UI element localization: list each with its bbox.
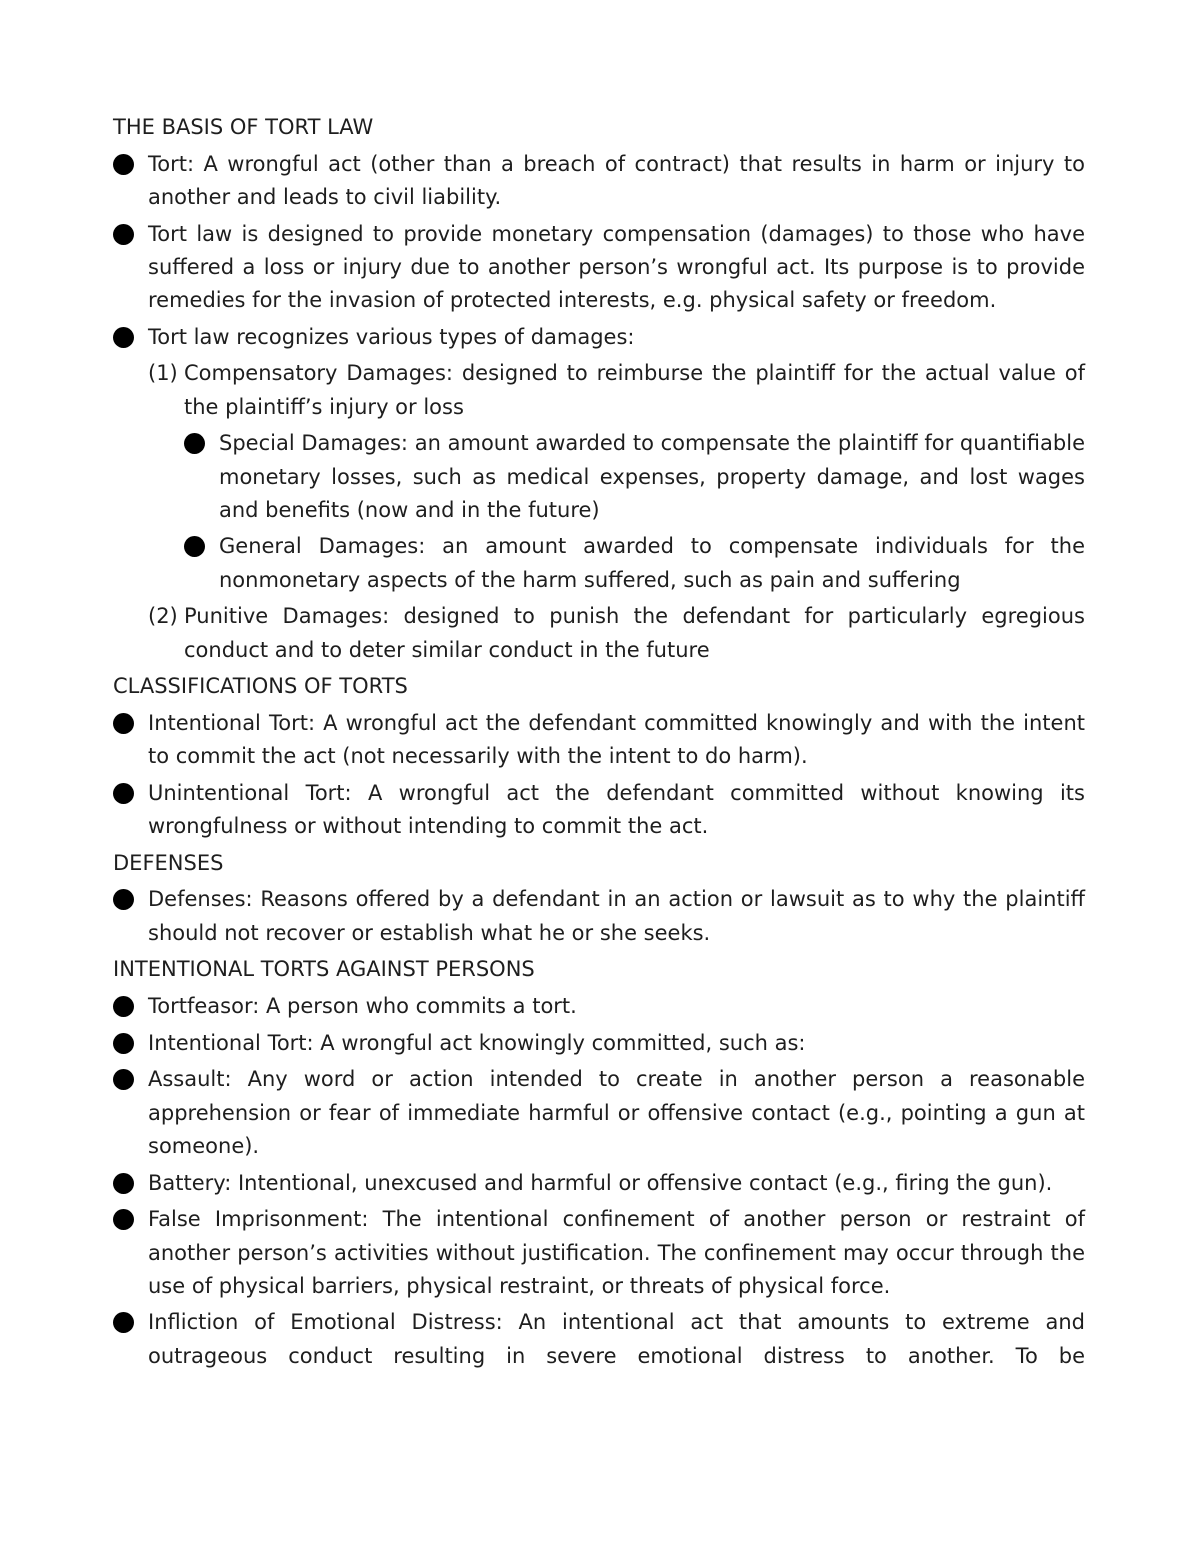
document-page [113,111,1085,1376]
list-item [113,883,1085,949]
list-item-text: Defenses: Reasons offered by a defendant in an action or lawsuit as to why the plaintiff should not recover or establish what he or she seeks. [148,887,1085,945]
list-item [113,1027,1085,1060]
sub-list-item-text: Special Damages: an amount awarded to compensate the plaintiff for quantifiable monetary losses, such as medical expenses, property damage, and lost wages and benefits (now and in the future) [219,431,1085,522]
list-item [113,707,1085,773]
list-item-text: Intentional Tort: A wrongful act knowingly committed, such as: [148,1030,806,1055]
list-item-text: Assault: Any word or action intended to create in another person a reasonable apprehension or fear of immediate harmful or offensive contact (e.g., pointing a gun at someone). [148,1067,1085,1158]
list-item-text: Intentional Tort: A wrongful act the defendant committed knowingly and with the intent to commit the act (not necessarily with the intent to do harm). [148,710,1085,769]
list-item [113,1203,1085,1303]
bullet-icon [113,713,134,734]
bullet-icon [113,327,134,348]
numbered-item-text: Compensatory Damages: designed to reimburse the plaintiff for the actual value of the plaintiff’s injury or loss [184,361,1085,419]
bullet-icon [113,996,134,1017]
bullet-icon [113,224,134,245]
list-item [113,1167,1085,1200]
numbered-item-text: Punitive Damages: designed to punish the defendant for particularly egregious conduct and to deter similar conduct in the future [184,604,1085,662]
sub-list-item-text: General Damages: an amount awarded to compensate individuals for the nonmonetary aspects of the harm suffered, such as pain and suffering [219,534,1085,592]
list-item-text: Tort: A wrongful act (other than a breach of contract) that results in harm or injury to another and leads to civil liability. [148,151,1085,209]
sub-list-item [113,427,1085,527]
bullet-icon [113,1209,134,1230]
list-item [113,321,1085,354]
list-item-text: Tort law is designed to provide monetary compensation (damages) to those who have suffered a loss or injury due to another person’s wrongful act. Its purpose is to provide remedies for the invasion of protected interests, e.g. physical safety or freedom. [148,221,1085,313]
list-item [113,1306,1085,1372]
section-heading-basis: THE BASIS OF TORT LAW [113,115,374,139]
list-item [113,218,1085,318]
sub-list-item [113,530,1085,596]
list-item [113,990,1085,1023]
section-heading-intentional-torts: INTENTIONAL TORTS AGAINST PERSONS [113,957,535,982]
list-item-text: Infliction of Emotional Distress: An intentional act that amounts to extreme and outrageous conduct resulting in severe emotional distress to another. To be [148,1310,1085,1368]
list-item [113,1063,1085,1163]
section-heading-defenses: DEFENSES [113,850,224,875]
list-item [113,777,1085,843]
bullet-icon [113,1033,134,1054]
bullet-icon [113,889,134,910]
list-item-text: Battery: Intentional, unexcused and harmful or offensive contact (e.g., firing the gun). [148,1170,1053,1195]
list-item-text: Unintentional Tort: A wrongful act the defendant committed without knowing its wrongfulness or without intending to commit the act. [148,780,1085,839]
bullet-icon [113,154,134,175]
bullet-icon [184,536,205,557]
bullet-icon [184,433,205,454]
bullet-icon [113,1173,134,1194]
list-item-text: Tort law recognizes various types of damages: [148,324,635,349]
list-item-text: Tortfeasor: A person who commits a tort. [148,994,577,1019]
numbered-item [113,600,1085,666]
item-number: (1) [148,361,178,386]
item-number: (2) [148,604,178,629]
list-item [113,148,1085,214]
list-item-text: False Imprisonment: The intentional confinement of another person or restraint of another person’s activities without justification. The confinement may occur through the use of physical barriers, physical restraint, or threats of physical force. [148,1207,1085,1298]
bullet-icon [113,783,134,804]
bullet-icon [113,1069,134,1090]
section-heading-classifications: CLASSIFICATIONS OF TORTS [113,674,408,699]
numbered-item [113,357,1085,423]
bullet-icon [113,1312,134,1333]
